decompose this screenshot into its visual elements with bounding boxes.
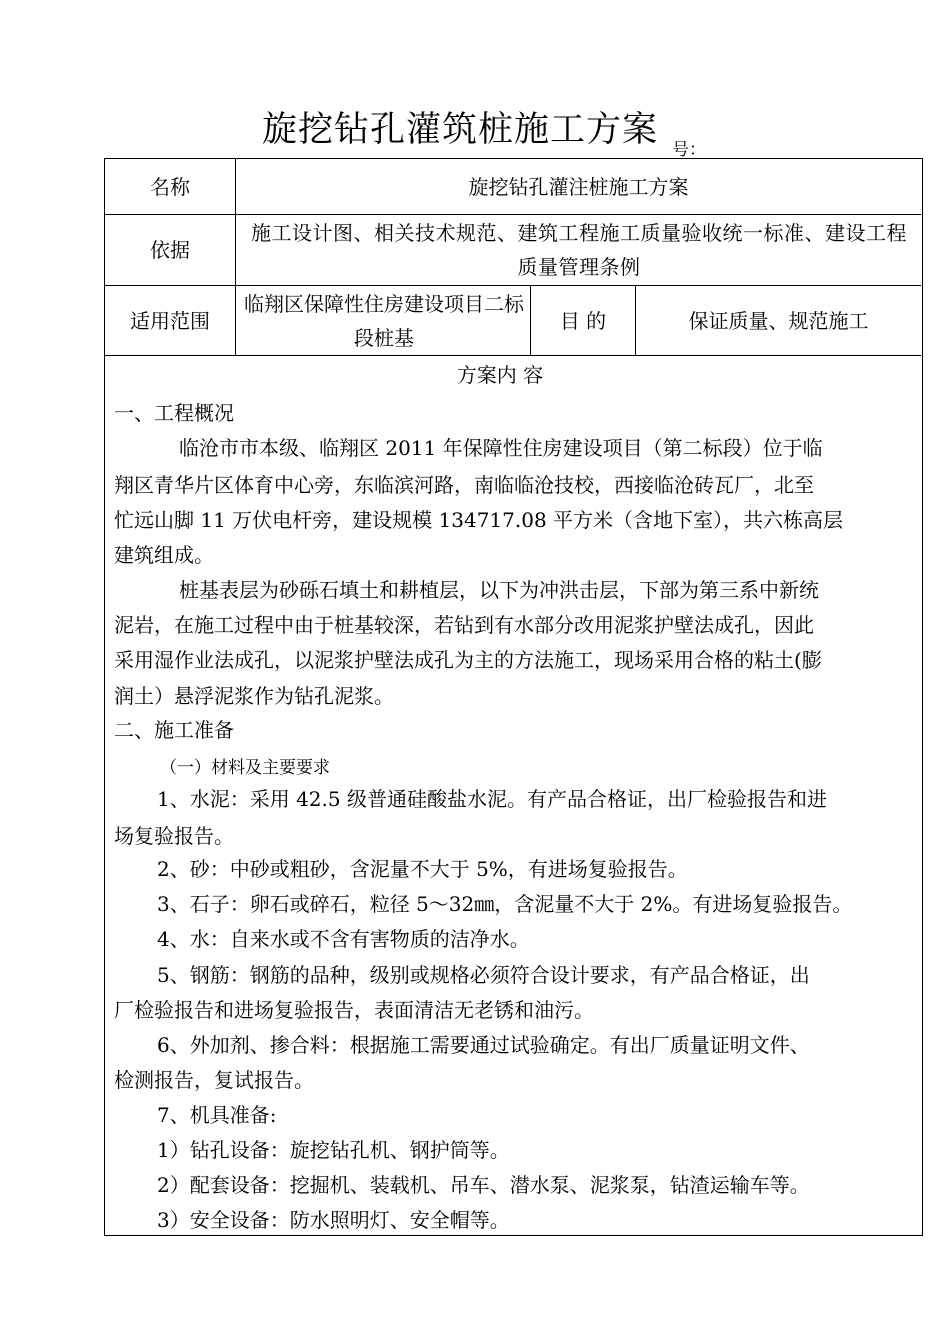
- subsection-heading: （一）材料及主要要求: [160, 758, 330, 778]
- list-item: 1、水泥：采用 42.5 级普通硅酸盐水泥。有产品合格证，出厂检验报告和进: [157, 787, 827, 811]
- list-item: 6、外加剂、掺合料：根据施工需要通过试验确定。有出厂质量证明文件、: [157, 1033, 810, 1057]
- paragraph-line: 桩基表层为砂砾石填土和耕植层，以下为冲洪击层，下部为第三系中新统: [179, 578, 819, 602]
- paragraph-line: 建筑组成。: [114, 543, 214, 567]
- document-title: 旋挖钻孔灌筑桩施工方案: [262, 110, 659, 150]
- list-item: 2）配套设备：挖掘机、装载机、吊车、潜水泵、泥浆泵，钻渣运输车等。: [157, 1173, 810, 1197]
- section-heading: 一、工程概况: [114, 401, 234, 425]
- paragraph-line: 临沧市市本级、临翔区 2011 年保障性住房建设项目（第二标段）位于临: [179, 436, 823, 460]
- list-item: 5、钢筋：钢筋的品种，级别或规格必须符合设计要求，有产品合格证，出: [157, 963, 810, 987]
- section-heading: 二、施工准备: [114, 718, 234, 742]
- document-number-label: 号：: [672, 140, 706, 160]
- row-divider: [105, 355, 921, 356]
- paragraph-line: 泥岩，在施工过程中由于桩基较深，若钻到有水部分改用泥浆护壁法成孔，因此: [114, 613, 814, 637]
- basis-value: 施工设计图、相关技术规范、建筑工程施工质量验收统一标准、建设工程质量管理条例: [251, 221, 907, 279]
- list-item-continuation: 检测报告，复试报告。: [114, 1068, 314, 1092]
- list-item: 4、水：自来水或不含有害物质的洁净水。: [157, 927, 530, 951]
- name-label: 名称: [150, 174, 190, 199]
- list-item: 3）安全设备：防水照明灯、安全帽等。: [157, 1208, 510, 1232]
- list-item-continuation: 场复验报告。: [114, 824, 234, 848]
- basis-label: 依据: [150, 238, 190, 262]
- paragraph-line: 润土）悬浮泥浆作为钻孔泥浆。: [114, 684, 394, 708]
- purpose-value: 保证质量、规范施工: [688, 308, 869, 333]
- scope-label: 适用范围: [130, 308, 210, 333]
- plan-table: [104, 158, 923, 1236]
- list-item: 1）钻孔设备：旋挖钻孔机、钢护筒等。: [157, 1138, 510, 1162]
- paragraph-line: 忙远山脚 11 万伏电杆旁，建设规模 134717.08 平方米（含地下室），共六栋高层: [114, 508, 844, 532]
- list-item: 3、石子：卵石或碎石，粒径 5～32㎜，含泥量不大于 2%。有进场复验报告。: [157, 892, 853, 916]
- content-header: 方案内 容: [456, 363, 544, 387]
- paragraph-line: 采用湿作业法成孔，以泥浆护壁法成孔为主的方法施工，现场采用合格的粘土(膨: [114, 648, 822, 672]
- scope-value: 临翔区保障性住房建设项目二标段桩基: [244, 291, 524, 350]
- purpose-label: 目 的: [559, 308, 607, 333]
- list-item: 7、机具准备:: [157, 1103, 277, 1127]
- paragraph-line: 翔区青华片区体育中心旁，东临滨河路，南临临沧技校，西接临沧砖瓦厂，北至: [114, 473, 814, 497]
- name-value: 旋挖钻孔灌注桩施工方案: [468, 174, 689, 199]
- list-item-continuation: 厂检验报告和进场复验报告，表面清洁无老锈和油污。: [114, 998, 594, 1022]
- list-item: 2、砂：中砂或粗砂，含泥量不大于 5%，有进场复验报告。: [157, 857, 688, 881]
